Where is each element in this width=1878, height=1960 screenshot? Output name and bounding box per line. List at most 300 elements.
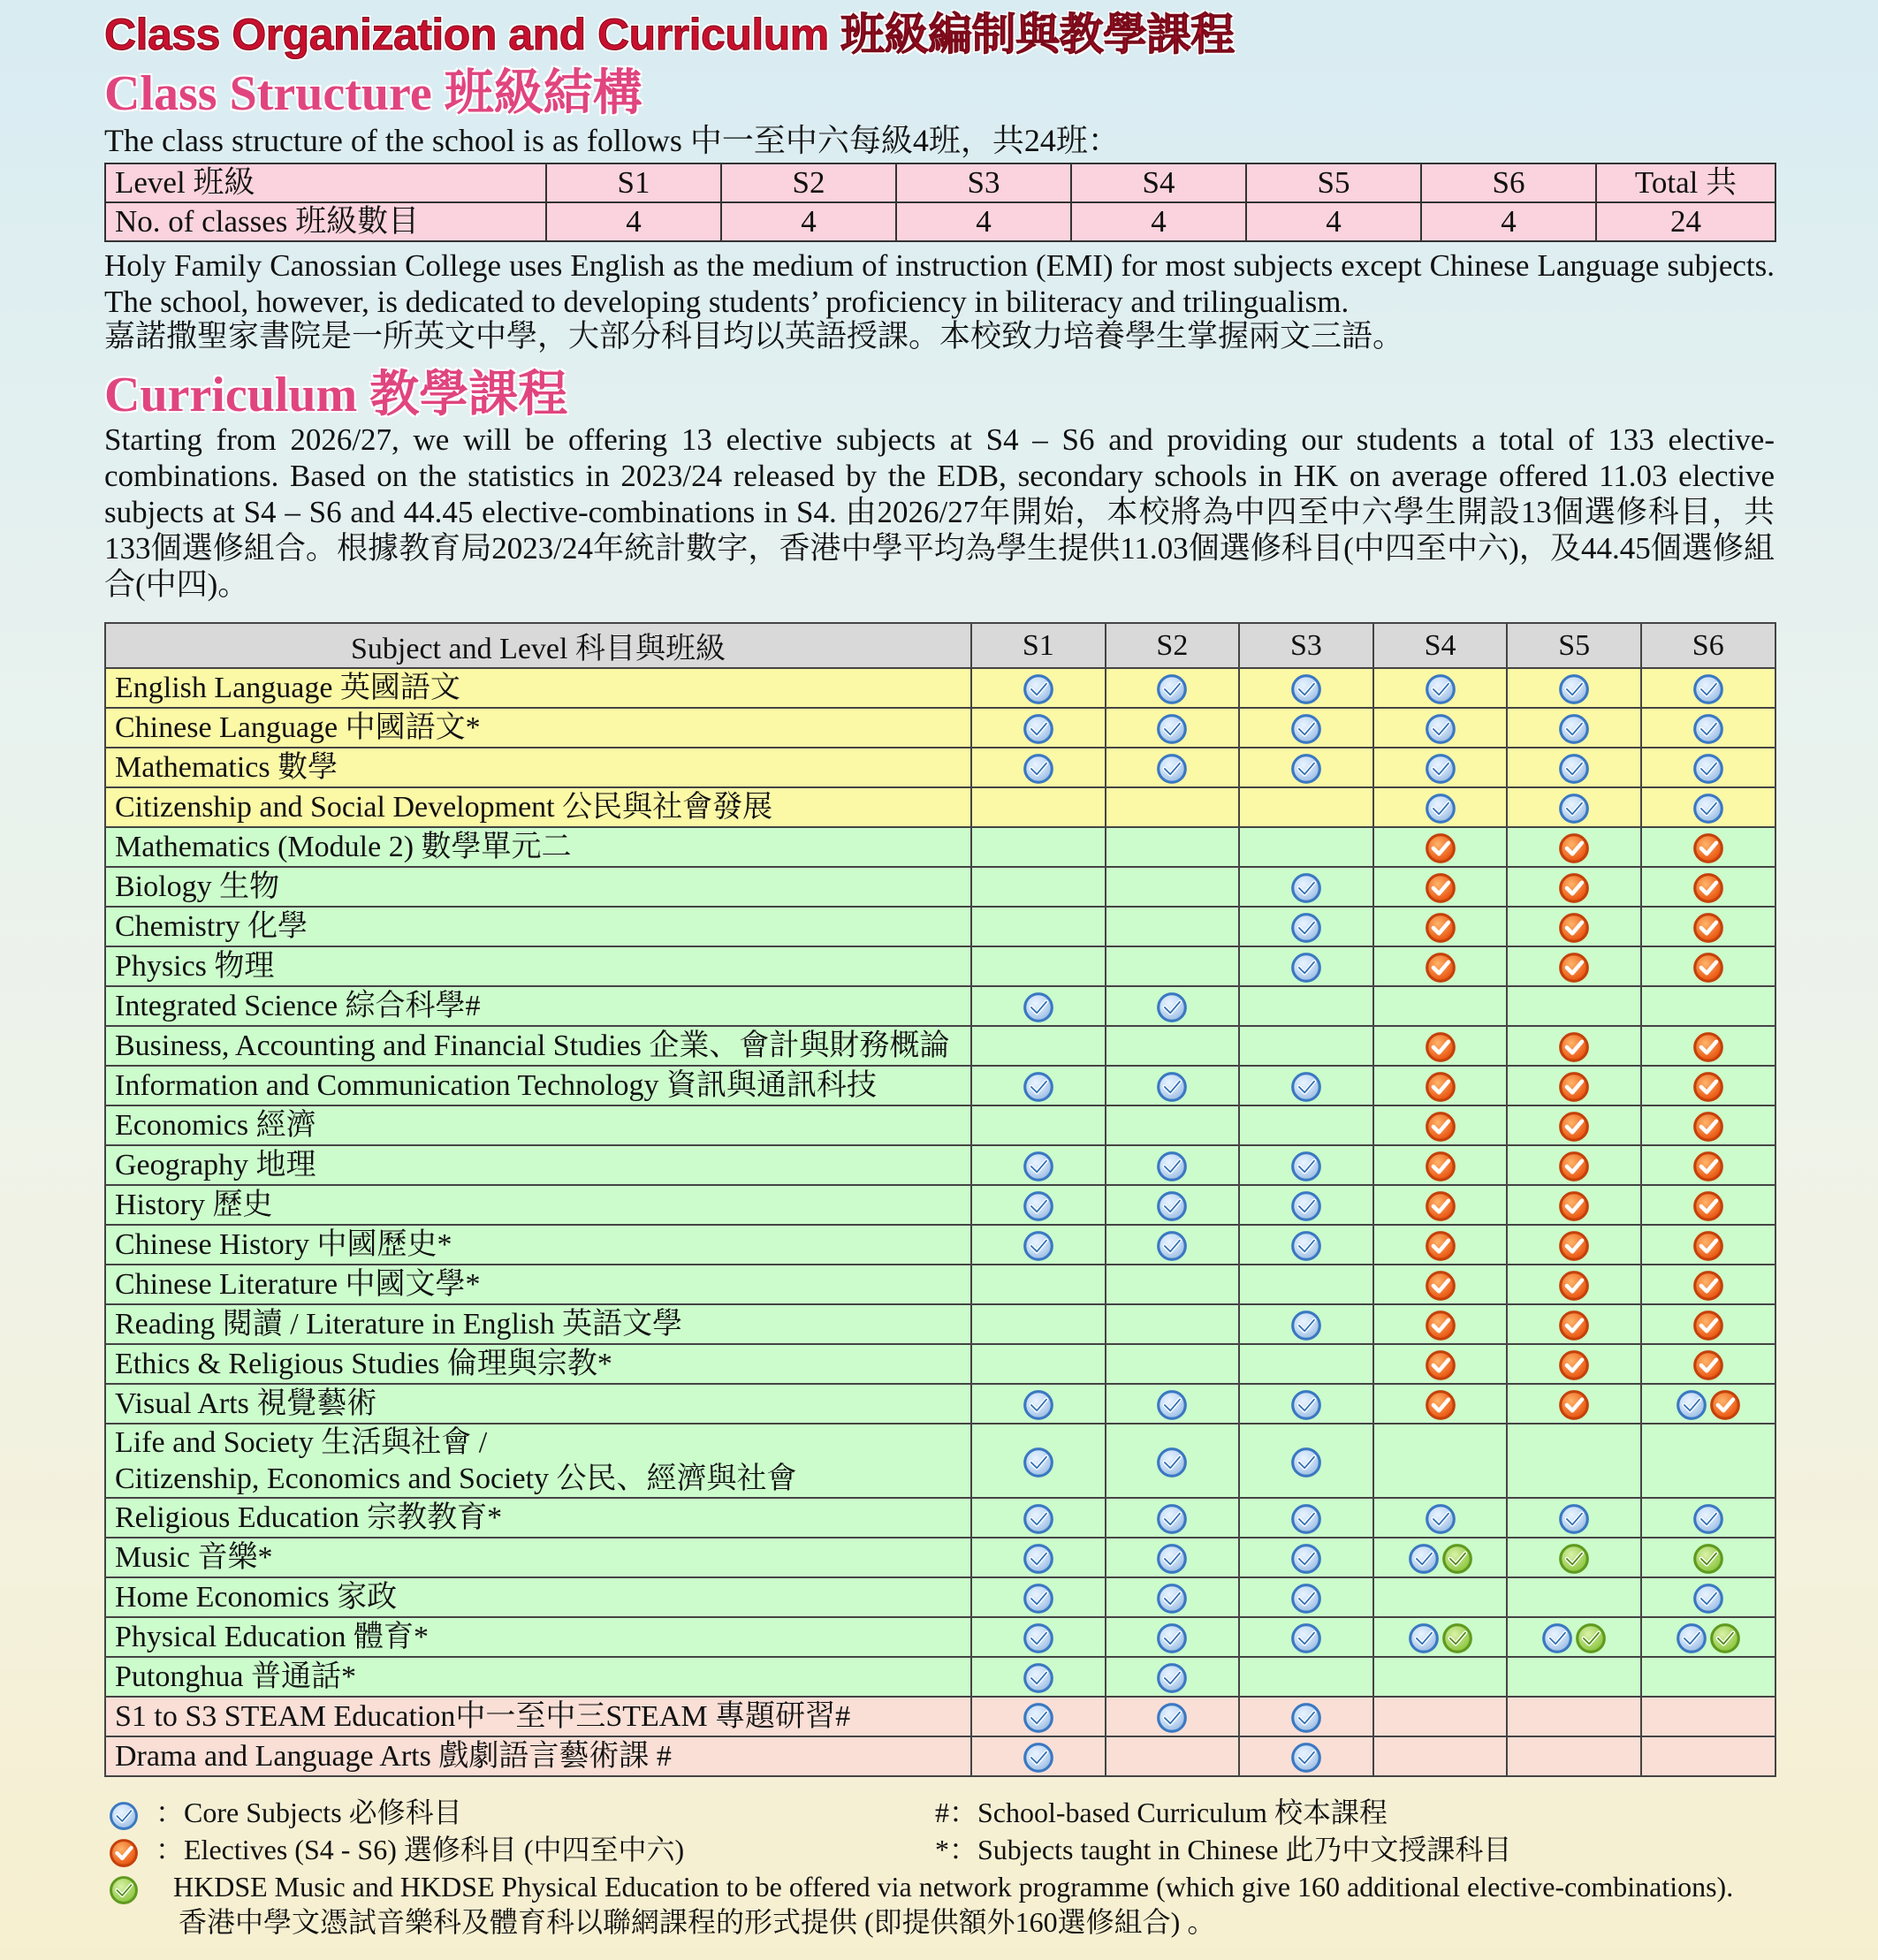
elective-check-icon [1558, 1349, 1590, 1381]
subject-row [105, 1538, 1775, 1577]
subject-level-cell [1507, 1424, 1641, 1498]
subject-level-cell [1106, 827, 1240, 867]
subject-level-cell [1641, 1185, 1775, 1225]
subject-level-cell [1641, 1577, 1775, 1617]
core-check-icon [1290, 673, 1322, 705]
core-check-icon [1023, 1447, 1054, 1478]
subject-level-cell [1373, 1145, 1508, 1185]
core-check-icon [1023, 1151, 1054, 1182]
subject-level-cell [1239, 1498, 1373, 1538]
subject-level-cell [971, 946, 1106, 986]
subject-row [105, 1498, 1775, 1538]
subject-level-cell [1373, 1617, 1508, 1657]
core-check-icon [1023, 1583, 1054, 1614]
core-check-icon [1692, 753, 1724, 785]
subject-level-cell [1641, 1265, 1775, 1304]
elective-check-icon [1558, 832, 1590, 864]
elective-check-icon [1692, 1310, 1724, 1341]
subject-level-cell [1641, 867, 1775, 907]
core-check-icon [1558, 1503, 1590, 1535]
subject-level-cell [971, 1617, 1106, 1657]
core-check-icon [1156, 753, 1188, 785]
subject-level-cell [971, 1498, 1106, 1538]
core-check-icon [1156, 1151, 1188, 1182]
subject-level-cell [1239, 1577, 1373, 1617]
legend-chinese: *：Subjects taught in Chinese 此乃中文授課科目 [935, 1834, 1512, 1865]
subject-level-cell [971, 1026, 1106, 1066]
subject-level-cell [1507, 1657, 1641, 1697]
subject-level-cell [971, 1424, 1106, 1498]
structure-header-cell: S4 [1071, 163, 1246, 202]
core-check-icon [1425, 1503, 1456, 1535]
subject-level-cell [1641, 1026, 1775, 1066]
subject-level-cell [1239, 1384, 1373, 1424]
subject-level-cell [1239, 1026, 1373, 1066]
subject-level-cell [1507, 827, 1641, 867]
subject-level-cell [971, 827, 1106, 867]
core-check-icon [1425, 753, 1456, 785]
network-check-icon [1575, 1622, 1607, 1654]
core-check-icon [1290, 1310, 1322, 1341]
subject-row [105, 1424, 1775, 1498]
subject-level-cell [1641, 1697, 1775, 1736]
elective-check-icon [1558, 1389, 1590, 1421]
core-check-icon [1156, 1230, 1188, 1262]
subject-level-cell [1373, 1498, 1508, 1538]
core-check-icon [1023, 1622, 1054, 1654]
subject-level-cell [1239, 748, 1373, 787]
subject-level-cell [1239, 1225, 1373, 1265]
structure-header-cell: S6 [1421, 163, 1596, 202]
subject-name: Drama and Language Arts 戲劇語言藝術課 # [105, 1736, 971, 1776]
subject-name: Home Economics 家政 [105, 1577, 971, 1617]
core-check-icon [1692, 793, 1724, 824]
elective-check-icon [1425, 1031, 1456, 1063]
subject-level-cell [1641, 748, 1775, 787]
core-check-icon [1558, 793, 1590, 824]
elective-check-icon [1692, 1111, 1724, 1143]
subject-level-cell [1507, 907, 1641, 946]
subject-level-cell [1106, 1384, 1240, 1424]
subject-row [105, 1657, 1775, 1697]
elective-check-icon [1425, 1310, 1456, 1341]
core-check-icon [1156, 1702, 1188, 1734]
page [104, 0, 1775, 1777]
subject-level-cell [1373, 1657, 1508, 1697]
subject-level-cell [1239, 1657, 1373, 1697]
subject-name: Reading 閱讀 / Literature in English 英語文學 [105, 1304, 971, 1344]
subject-level-cell [1239, 1538, 1373, 1577]
subject-row [105, 708, 1775, 748]
subject-name: Chinese Literature 中國文學* [105, 1265, 971, 1304]
subject-row [105, 748, 1775, 787]
subject-level-cell [1641, 1538, 1775, 1577]
subject-row [105, 1736, 1775, 1776]
structure-header-cell: S3 [896, 163, 1071, 202]
subject-level-cell [1373, 1736, 1508, 1776]
subject-level-cell [1507, 748, 1641, 787]
elective-check-icon [1425, 912, 1456, 944]
subject-level-cell [1641, 1657, 1775, 1697]
network-check-icon [1692, 1543, 1724, 1575]
subject-level-cell [1373, 787, 1508, 827]
core-check-icon [1023, 991, 1054, 1023]
elective-check-icon [1558, 872, 1590, 904]
subject-level-cell [1373, 1026, 1508, 1066]
subject-level-cell [1507, 867, 1641, 907]
legend-elective-text: ：Electives (S4 - S6) 選修科目 (中四至中六) [156, 1834, 685, 1865]
subject-level-cell [1239, 668, 1373, 708]
subject-row [105, 787, 1775, 827]
subject-level-cell [1641, 1105, 1775, 1145]
subject-level-cell [971, 1304, 1106, 1344]
class-structure-count-row [105, 202, 1775, 241]
subject-level-cell [1106, 1498, 1240, 1538]
core-check-icon [1156, 1543, 1188, 1575]
core-check-icon [1425, 793, 1456, 824]
core-check-icon [1290, 1583, 1322, 1614]
curriculum-table [104, 622, 1776, 1777]
structure-header-cell: S2 [721, 163, 896, 202]
core-check-icon [1290, 1503, 1322, 1535]
subject-level-cell [1239, 1617, 1373, 1657]
subject-level-cell [1641, 946, 1775, 986]
elective-check-icon [1425, 1151, 1456, 1182]
structure-count-cell: 4 [896, 202, 1071, 241]
core-check-icon [1156, 1190, 1188, 1222]
subject-level-cell [1373, 1697, 1508, 1736]
subject-level-cell [1373, 986, 1508, 1026]
structure-count-cell: No. of classes 班級數目 [105, 202, 546, 241]
subject-level-cell [971, 1225, 1106, 1265]
subject-level-cell [1239, 907, 1373, 946]
elective-check-icon [1692, 912, 1724, 944]
subject-level-cell [1239, 1066, 1373, 1105]
core-check-icon [1558, 673, 1590, 705]
core-check-icon [1408, 1543, 1440, 1575]
subject-level-cell [1507, 1344, 1641, 1384]
elective-check-icon [1558, 1111, 1590, 1143]
subject-row [105, 1026, 1775, 1066]
structure-count-cell: 24 [1596, 202, 1775, 241]
core-check-icon [1408, 1622, 1440, 1654]
subject-level-cell [1106, 668, 1240, 708]
core-check-icon [1558, 713, 1590, 745]
elective-check-icon [1692, 952, 1724, 984]
subject-row [105, 1185, 1775, 1225]
subject-level-cell [971, 907, 1106, 946]
curriculum-header-row [105, 623, 1775, 668]
subject-row [105, 907, 1775, 946]
subject-level-cell [971, 986, 1106, 1026]
core-check-icon [1023, 673, 1054, 705]
core-check-icon [1290, 1622, 1322, 1654]
curriculum-header-cell: S1 [971, 623, 1106, 668]
legend-network-zh: 香港中學文憑試音樂科及體育科以聯網課程的形式提供 (即提供額外160選修組合) 。 [179, 1906, 1216, 1938]
core-check-icon [1692, 713, 1724, 745]
elective-check-icon [1692, 1071, 1724, 1103]
elective-check-icon [1558, 912, 1590, 944]
subject-level-cell [1641, 1225, 1775, 1265]
curriculum-description: Starting from 2026/27, we will be offering 13 elective subjects at S4 – S6 and providing our students a total of 133 elective-combinations. Based on the statistics in 2023/24 released by the EDB, secondary schools in HK on average offered 11.03 elective subjects at S4 – S6 and 44.45 elective-combinations in S4. 由2026/27年開始，本校將為中四至中六學生開設13個選修科目，共133個選修組合。根據教育局2023/24年統計數字，香港中學平均為學生提供11.03個選修科目(中四至中六)，及44.45個選修組合(中四)。 [104, 422, 1775, 602]
core-check-icon [1290, 1543, 1322, 1575]
subject-row [105, 1304, 1775, 1344]
subject-level-cell [1239, 1344, 1373, 1384]
core-check-icon [1290, 1230, 1322, 1262]
subject-level-cell [1106, 1538, 1240, 1577]
subject-level-cell [1507, 1145, 1641, 1185]
class-structure-table [104, 163, 1776, 242]
structure-header-cell: S5 [1246, 163, 1421, 202]
subject-level-cell [971, 1697, 1106, 1736]
structure-header-cell: Total 共 [1596, 163, 1775, 202]
structure-count-cell: 4 [1071, 202, 1246, 241]
subject-level-cell [1507, 1066, 1641, 1105]
core-check-icon [1156, 991, 1188, 1023]
subject-level-cell [1373, 1424, 1508, 1498]
subject-row [105, 946, 1775, 986]
subject-level-cell [1239, 1145, 1373, 1185]
elective-check-icon [1558, 1310, 1590, 1341]
core-check-icon [1290, 1742, 1322, 1774]
subject-level-cell [1507, 1026, 1641, 1066]
legend-school-based: #：School-based Curriculum 校本課程 [935, 1797, 1388, 1828]
subject-level-cell [1641, 986, 1775, 1026]
subject-name: Ethics & Religious Studies 倫理與宗教* [105, 1344, 971, 1384]
subject-level-cell [1641, 827, 1775, 867]
subject-level-cell [1507, 708, 1641, 748]
elective-check-icon [1558, 1071, 1590, 1103]
core-check-icon [1156, 1071, 1188, 1103]
class-structure-header-row [105, 163, 1775, 202]
subject-level-cell [1641, 787, 1775, 827]
subject-level-cell [1239, 1304, 1373, 1344]
subject-row [105, 668, 1775, 708]
core-check-icon [1023, 1543, 1054, 1575]
subject-level-cell [1507, 1538, 1641, 1577]
subject-level-cell [1641, 1384, 1775, 1424]
subject-row [105, 867, 1775, 907]
subject-name: Chinese History 中國歷史* [105, 1225, 971, 1265]
page-title: Class Organization and Curriculum 班級編制與教學課程 [104, 10, 1235, 59]
class-structure-intro: The class structure of the school is as follows 中一至中六每級4班，共24班： [104, 123, 1120, 158]
subject-level-cell [1239, 1424, 1373, 1498]
legend-elective [108, 1831, 684, 1868]
core-check-icon [1156, 1503, 1188, 1535]
elective-check-icon [1558, 1190, 1590, 1222]
subject-name: S1 to S3 STEAM Education中一至中三STEAM 專題研習# [105, 1697, 971, 1736]
subject-level-cell [1373, 708, 1508, 748]
structure-count-cell: 4 [1246, 202, 1421, 241]
subject-row [105, 1617, 1775, 1657]
core-check-icon [1692, 673, 1724, 705]
subject-level-cell [1106, 787, 1240, 827]
elective-check-icon [1558, 1270, 1590, 1302]
subject-level-cell [1373, 1577, 1508, 1617]
subject-level-cell [971, 708, 1106, 748]
core-check-icon [1290, 1190, 1322, 1222]
core-check-icon [1290, 1071, 1322, 1103]
subject-level-cell [1507, 1697, 1641, 1736]
core-check-icon [1558, 753, 1590, 785]
subject-level-cell [1106, 1577, 1240, 1617]
structure-count-cell: 4 [546, 202, 721, 241]
subject-name: Chemistry 化學 [105, 907, 971, 946]
subject-level-cell [1106, 1185, 1240, 1225]
subject-level-cell [1106, 1066, 1240, 1105]
subject-name: Chinese Language 中國語文* [105, 708, 971, 748]
subject-level-cell [1373, 827, 1508, 867]
subject-level-cell [1239, 787, 1373, 827]
subject-row [105, 1105, 1775, 1145]
subject-level-cell [1239, 1105, 1373, 1145]
subject-level-cell [971, 1344, 1106, 1384]
elective-check-icon [1425, 832, 1456, 864]
core-check-icon [1676, 1622, 1707, 1654]
core-check-icon [1290, 713, 1322, 745]
subject-level-cell [1507, 1225, 1641, 1265]
network-check-icon [1558, 1543, 1590, 1575]
subject-level-cell [1641, 1424, 1775, 1498]
core-check-icon [1023, 1742, 1054, 1774]
subject-level-cell [1373, 1225, 1508, 1265]
subject-level-cell [1641, 1736, 1775, 1776]
subject-level-cell [971, 1736, 1106, 1776]
subject-level-cell [1507, 1105, 1641, 1145]
subject-level-cell [1641, 1066, 1775, 1105]
subject-row [105, 1384, 1775, 1424]
subject-level-cell [971, 1185, 1106, 1225]
core-check-icon [1156, 1583, 1188, 1614]
subject-name: Mathematics 數學 [105, 748, 971, 787]
subject-level-cell [1507, 1304, 1641, 1344]
subject-level-cell [1373, 1066, 1508, 1105]
subject-level-cell [1106, 1697, 1240, 1736]
subject-name: Biology 生物 [105, 867, 971, 907]
subject-name: Economics 經濟 [105, 1105, 971, 1145]
elective-check-icon [1692, 1230, 1724, 1262]
elective-check-icon [1692, 1151, 1724, 1182]
core-check-icon [1156, 1622, 1188, 1654]
subject-name: Putonghua 普通話* [105, 1657, 971, 1697]
subject-name: Visual Arts 視覺藝術 [105, 1384, 971, 1424]
subject-level-cell [1239, 867, 1373, 907]
core-check-icon [1290, 1389, 1322, 1421]
core-check-icon [1023, 1702, 1054, 1734]
elective-check-icon [1425, 952, 1456, 984]
subject-level-cell [1373, 1265, 1508, 1304]
elective-check-icon [1709, 1389, 1741, 1421]
core-check-icon [1290, 912, 1322, 944]
elective-check-icon [1558, 952, 1590, 984]
elective-check-icon [1425, 1389, 1456, 1421]
subject-level-cell [971, 867, 1106, 907]
subject-level-cell [1641, 1617, 1775, 1657]
legend-core [108, 1794, 462, 1831]
core-check-icon [1676, 1389, 1707, 1421]
subject-level-cell [1239, 1265, 1373, 1304]
curriculum-header-cell: S4 [1373, 623, 1508, 668]
subject-name: Mathematics (Module 2) 數學單元二 [105, 827, 971, 867]
subject-level-cell [1373, 1384, 1508, 1424]
elective-check-icon [1692, 1349, 1724, 1381]
subject-level-cell [1106, 986, 1240, 1026]
core-check-icon [1290, 753, 1322, 785]
subject-level-cell [971, 1145, 1106, 1185]
subject-level-cell [1373, 1538, 1508, 1577]
elective-check-icon [1425, 1349, 1456, 1381]
core-check-icon [1156, 1389, 1188, 1421]
subject-level-cell [1373, 748, 1508, 787]
subject-row [105, 1265, 1775, 1304]
subject-level-cell [971, 1105, 1106, 1145]
subject-name: Geography 地理 [105, 1145, 971, 1185]
elective-check-icon [1692, 832, 1724, 864]
subject-level-cell [1507, 1384, 1641, 1424]
subject-level-cell [1373, 1344, 1508, 1384]
subject-level-cell [1507, 946, 1641, 986]
subject-level-cell [1239, 946, 1373, 986]
core-check-icon [1023, 1662, 1054, 1694]
class-structure-heading: Class Structure 班級結構 [104, 66, 642, 121]
elective-check-icon [1558, 1151, 1590, 1182]
core-check-icon [1692, 1583, 1724, 1614]
elective-check-icon [1425, 1111, 1456, 1143]
legend-core-text: ：Core Subjects 必修科目 [156, 1797, 462, 1828]
core-check-icon [1156, 673, 1188, 705]
elective-check-icon [1425, 1230, 1456, 1262]
subject-level-cell [971, 1265, 1106, 1304]
subject-level-cell [1106, 748, 1240, 787]
core-check-icon [109, 1801, 139, 1831]
core-check-icon [1023, 1230, 1054, 1262]
subject-level-cell [1373, 907, 1508, 946]
subject-level-cell [971, 1577, 1106, 1617]
subject-level-cell [1239, 1185, 1373, 1225]
subject-level-cell [1507, 668, 1641, 708]
core-check-icon [1425, 673, 1456, 705]
subject-level-cell [1239, 1736, 1373, 1776]
medium-paragraph-en: Holy Family Canossian College uses English as the medium of instruction (EMI) for most subjects except Chinese Language subjects. The school, however, is dedicated to developing students’ proficiency in biliteracy and trilingualism. [104, 248, 1775, 319]
subject-level-cell [1641, 1145, 1775, 1185]
subject-level-cell [1106, 867, 1240, 907]
subject-row [105, 986, 1775, 1026]
elective-check-icon [1425, 872, 1456, 904]
elective-check-icon [1558, 1031, 1590, 1063]
subject-level-cell [1239, 827, 1373, 867]
core-check-icon [1425, 713, 1456, 745]
elective-check-icon [1692, 872, 1724, 904]
core-check-icon [1023, 1190, 1054, 1222]
elective-check-icon [1425, 1270, 1456, 1302]
subject-level-cell [1106, 946, 1240, 986]
subject-level-cell [1106, 1026, 1240, 1066]
subject-level-cell [1373, 1105, 1508, 1145]
core-check-icon [1290, 872, 1322, 904]
subject-row [105, 1697, 1775, 1736]
subject-level-cell [1106, 1225, 1240, 1265]
elective-check-icon [1425, 1190, 1456, 1222]
subject-level-cell [1507, 986, 1641, 1026]
subject-level-cell [1239, 708, 1373, 748]
subject-level-cell [1106, 1736, 1240, 1776]
subject-level-cell [1507, 1617, 1641, 1657]
core-check-icon [1290, 1151, 1322, 1182]
elective-check-icon [1692, 1031, 1724, 1063]
subject-name: Life and Society 生活與社會 / Citizenship, Economics and Society 公民、經濟與社會 [105, 1424, 971, 1498]
core-check-icon [1290, 1447, 1322, 1478]
curriculum-header-cell: S5 [1507, 623, 1641, 668]
